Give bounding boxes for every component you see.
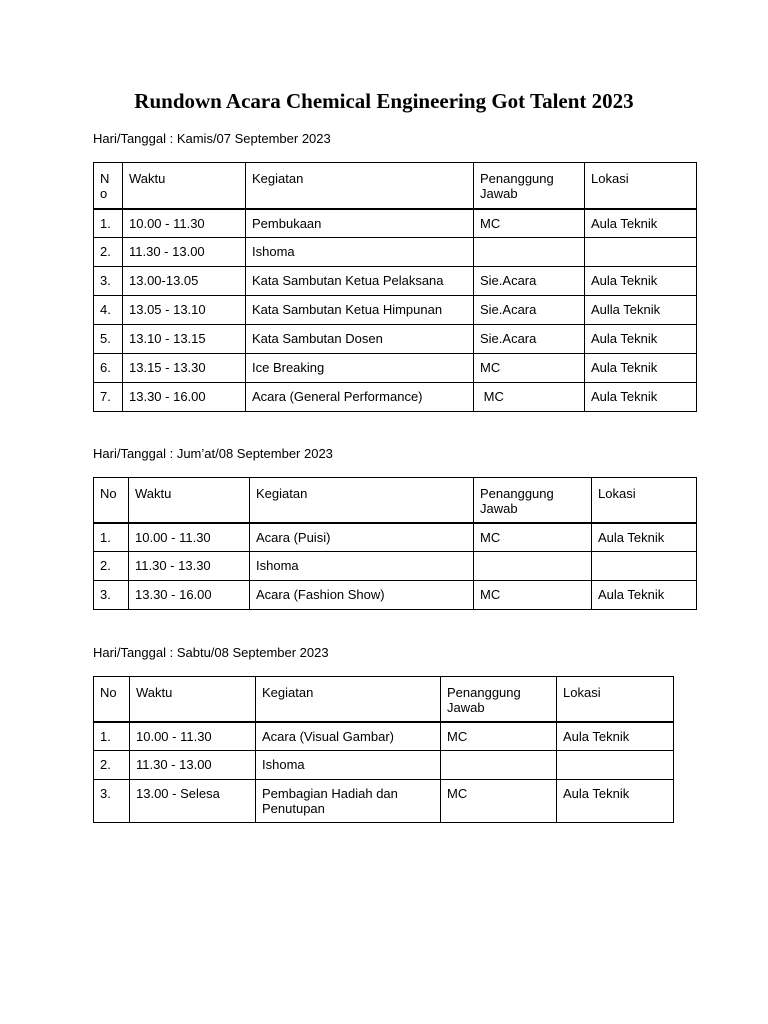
table-row (94, 780, 674, 823)
cell-waktu: 11.30 - 13.00 (130, 751, 256, 780)
cell-penanggung-jawab: MC (474, 581, 592, 610)
cell-no: 6. (94, 354, 123, 383)
header-kegiatan: Kegiatan (250, 478, 474, 523)
header-no: No (94, 677, 130, 722)
cell-lokasi: Aula Teknik (585, 325, 697, 354)
cell-kegiatan: Ishoma (250, 552, 474, 581)
cell-no: 3. (94, 780, 130, 823)
day-label-sabtu: Hari/Tanggal : Sabtu/08 September 2023 (93, 645, 329, 660)
cell-waktu: 11.30 - 13.00 (123, 238, 246, 267)
cell-no: 7. (94, 383, 123, 412)
table-header-row (94, 163, 697, 209)
cell-waktu: 13.10 - 13.15 (123, 325, 246, 354)
cell-waktu: 11.30 - 13.30 (129, 552, 250, 581)
cell-kegiatan: Kata Sambutan Ketua Pelaksana (246, 267, 474, 296)
header-kegiatan: Kegiatan (246, 163, 474, 209)
cell-waktu: 13.30 - 16.00 (129, 581, 250, 610)
cell-lokasi: Aula Teknik (592, 581, 697, 610)
cell-no: 1. (94, 209, 123, 238)
schedule-table-sabtu (93, 676, 674, 823)
cell-kegiatan: Ishoma (256, 751, 441, 780)
table-row (94, 209, 697, 238)
table-row (94, 722, 674, 751)
cell-lokasi: Aula Teknik (592, 523, 697, 552)
cell-no: 5. (94, 325, 123, 354)
header-penanggung-jawab: Penanggung Jawab (441, 677, 557, 722)
cell-kegiatan: Acara (Visual Gambar) (256, 722, 441, 751)
cell-waktu: 10.00 - 11.30 (130, 722, 256, 751)
cell-penanggung-jawab (474, 552, 592, 581)
cell-penanggung-jawab: MC (441, 780, 557, 823)
cell-lokasi (557, 751, 674, 780)
header-waktu: Waktu (130, 677, 256, 722)
cell-penanggung-jawab: MC (474, 354, 585, 383)
cell-no: 1. (94, 722, 130, 751)
cell-kegiatan: Acara (General Performance) (246, 383, 474, 412)
cell-waktu: 10.00 - 11.30 (129, 523, 250, 552)
table-row (94, 354, 697, 383)
cell-no: 2. (94, 238, 123, 267)
table-row (94, 296, 697, 325)
cell-no: 1. (94, 523, 129, 552)
cell-kegiatan: Acara (Fashion Show) (250, 581, 474, 610)
header-lokasi: Lokasi (592, 478, 697, 523)
cell-kegiatan: Acara (Puisi) (250, 523, 474, 552)
cell-lokasi: Aulla Teknik (585, 296, 697, 325)
table-row (94, 523, 697, 552)
schedule-table-jumat (93, 477, 697, 610)
table-header-row (94, 478, 697, 523)
header-waktu: Waktu (129, 478, 250, 523)
cell-penanggung-jawab (474, 238, 585, 267)
table-row (94, 552, 697, 581)
cell-kegiatan: Kata Sambutan Dosen (246, 325, 474, 354)
cell-penanggung-jawab (441, 751, 557, 780)
cell-lokasi (585, 238, 697, 267)
schedule-table-kamis (93, 162, 697, 412)
cell-lokasi: Aula Teknik (585, 267, 697, 296)
cell-penanggung-jawab: MC (474, 523, 592, 552)
cell-penanggung-jawab: MC (474, 209, 585, 238)
cell-no: 2. (94, 751, 130, 780)
cell-no: 3. (94, 267, 123, 296)
cell-waktu: 13.15 - 13.30 (123, 354, 246, 383)
header-no: N o (94, 163, 123, 209)
header-no: No (94, 478, 129, 523)
header-penanggung-jawab: Penanggung Jawab (474, 478, 592, 523)
cell-waktu: 13.30 - 16.00 (123, 383, 246, 412)
cell-penanggung-jawab: Sie.Acara (474, 325, 585, 354)
header-penanggung-jawab: Penanggung Jawab (474, 163, 585, 209)
header-kegiatan: Kegiatan (256, 677, 441, 722)
day-label-jumat: Hari/Tanggal : Jum’at/08 September 2023 (93, 446, 333, 461)
day-label-kamis: Hari/Tanggal : Kamis/07 September 2023 (93, 131, 331, 146)
cell-no: 3. (94, 581, 129, 610)
cell-no: 4. (94, 296, 123, 325)
cell-lokasi: Aula Teknik (585, 209, 697, 238)
table-row (94, 751, 674, 780)
header-lokasi: Lokasi (585, 163, 697, 209)
cell-penanggung-jawab: MC (441, 722, 557, 751)
cell-penanggung-jawab: Sie.Acara (474, 267, 585, 296)
cell-waktu: 10.00 - 11.30 (123, 209, 246, 238)
cell-waktu: 13.00-13.05 (123, 267, 246, 296)
cell-penanggung-jawab: Sie.Acara (474, 296, 585, 325)
cell-waktu: 13.05 - 13.10 (123, 296, 246, 325)
table-header-row (94, 677, 674, 722)
cell-lokasi: Aula Teknik (557, 722, 674, 751)
cell-lokasi: Aula Teknik (585, 383, 697, 412)
table-row (94, 267, 697, 296)
cell-kegiatan: Pembukaan (246, 209, 474, 238)
header-lokasi: Lokasi (557, 677, 674, 722)
cell-lokasi: Aula Teknik (585, 354, 697, 383)
cell-kegiatan: Kata Sambutan Ketua Himpunan (246, 296, 474, 325)
cell-waktu: 13.00 - Selesa (130, 780, 256, 823)
cell-no: 2. (94, 552, 129, 581)
cell-penanggung-jawab: MC (474, 383, 585, 412)
table-row (94, 383, 697, 412)
table-row (94, 238, 697, 267)
table-row (94, 325, 697, 354)
cell-kegiatan: Ice Breaking (246, 354, 474, 383)
table-row (94, 581, 697, 610)
cell-kegiatan: Ishoma (246, 238, 474, 267)
document-title: Rundown Acara Chemical Engineering Got Talent 2023 (134, 89, 634, 113)
header-waktu: Waktu (123, 163, 246, 209)
cell-kegiatan: Pembagian Hadiah dan Penutupan (256, 780, 441, 823)
cell-lokasi (592, 552, 697, 581)
cell-lokasi: Aula Teknik (557, 780, 674, 823)
